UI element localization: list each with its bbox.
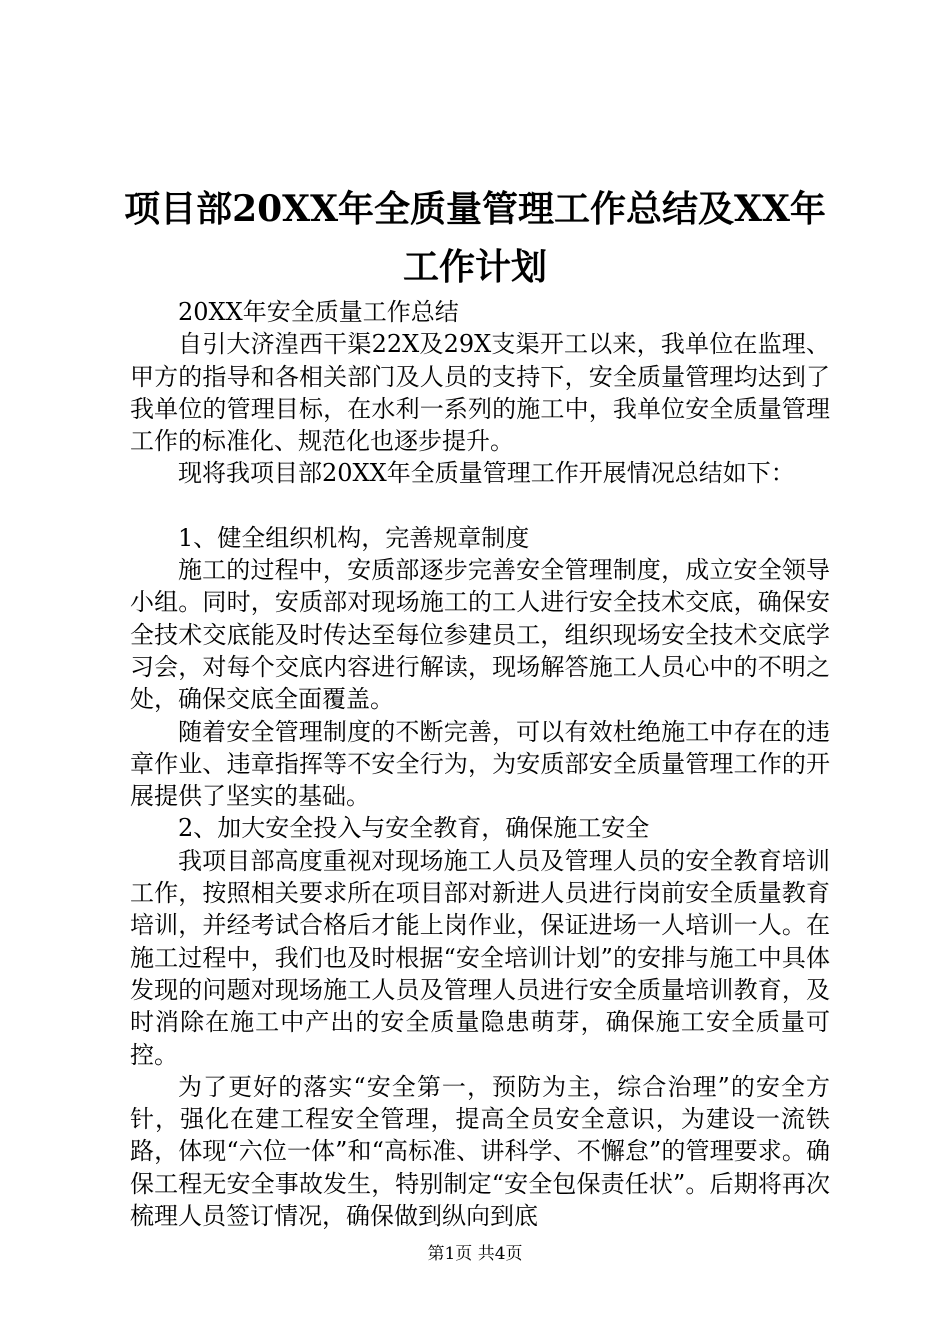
section-heading-organization: 1、健全组织机构，完善规章制度 bbox=[178, 523, 530, 552]
section-heading-summary: 20XX年安全质量工作总结 bbox=[178, 298, 459, 326]
intro-paragraph: 自引大济湟西干渠22X及29X支渠开工以来，我单位在监理、甲方的指导和各相关部门及人员的支持下，安全质量管理均达到了我单位的管理目标，在水利一系列的施工中，我单位安全质量管理工作的标准化、规范化也逐步提升。 bbox=[130, 330, 830, 456]
page-footer: 第1页 共4页 bbox=[427, 1244, 523, 1264]
safety-policy-paragraph: 为了更好的落实“安全第一，预防为主，综合治理”的安全方针，强化在建工程安全管理，提高全员安全意识，为建设一流铁路，体现“六位一体”和“高标准、讲科学、不懈怠”的管理要求。确保工程无安全事故发生，特别制定“安全包保责任状”。后期将再次梳理人员签订情况，确保做到纵向到底 bbox=[130, 1072, 830, 1231]
summary-lead-paragraph: 现将我项目部20XX年全质量管理工作开展情况总结如下： bbox=[178, 459, 795, 488]
section-heading-safety-education: 2、加大安全投入与安全教育，确保施工安全 bbox=[178, 814, 650, 843]
document-title: 项目部20XX年全质量管理工作总结及XX年工作计划 bbox=[124, 188, 826, 288]
training-paragraph: 我项目部高度重视对现场施工人员及管理人员的安全教育培训工作，按照相关要求所在项目部对新进人员进行岗前安全质量教育培训，并经考试合格后才能上岗作业，保证进场一人培训一人。在施工过程中，我们也及时根据“安全培训计划”的安排与施工中具体发现的问题对现场施工人员及管理人员进行安全质量培训教育，及时消除在施工中产出的安全质量隐患萌芽，确保施工安全质量可控。 bbox=[130, 846, 830, 1069]
document-body bbox=[130, 296, 830, 1232]
regulation-paragraph: 随着安全管理制度的不断完善，可以有效杜绝施工中存在的违章作业、违章指挥等不安全行为，为安质部安全质量管理工作的开展提供了坚实的基础。 bbox=[130, 717, 830, 811]
organization-paragraph: 施工的过程中，安质部逐步完善安全管理制度，成立安全领导小组。同时，安质部对现场施工的工人进行安全技术交底，确保安全技术交底能及时传达至每位参建员工，组织现场安全技术交底学习会，对每个交底内容进行解读，现场解答施工人员心中的不明之处，确保交底全面覆盖。 bbox=[130, 556, 830, 714]
